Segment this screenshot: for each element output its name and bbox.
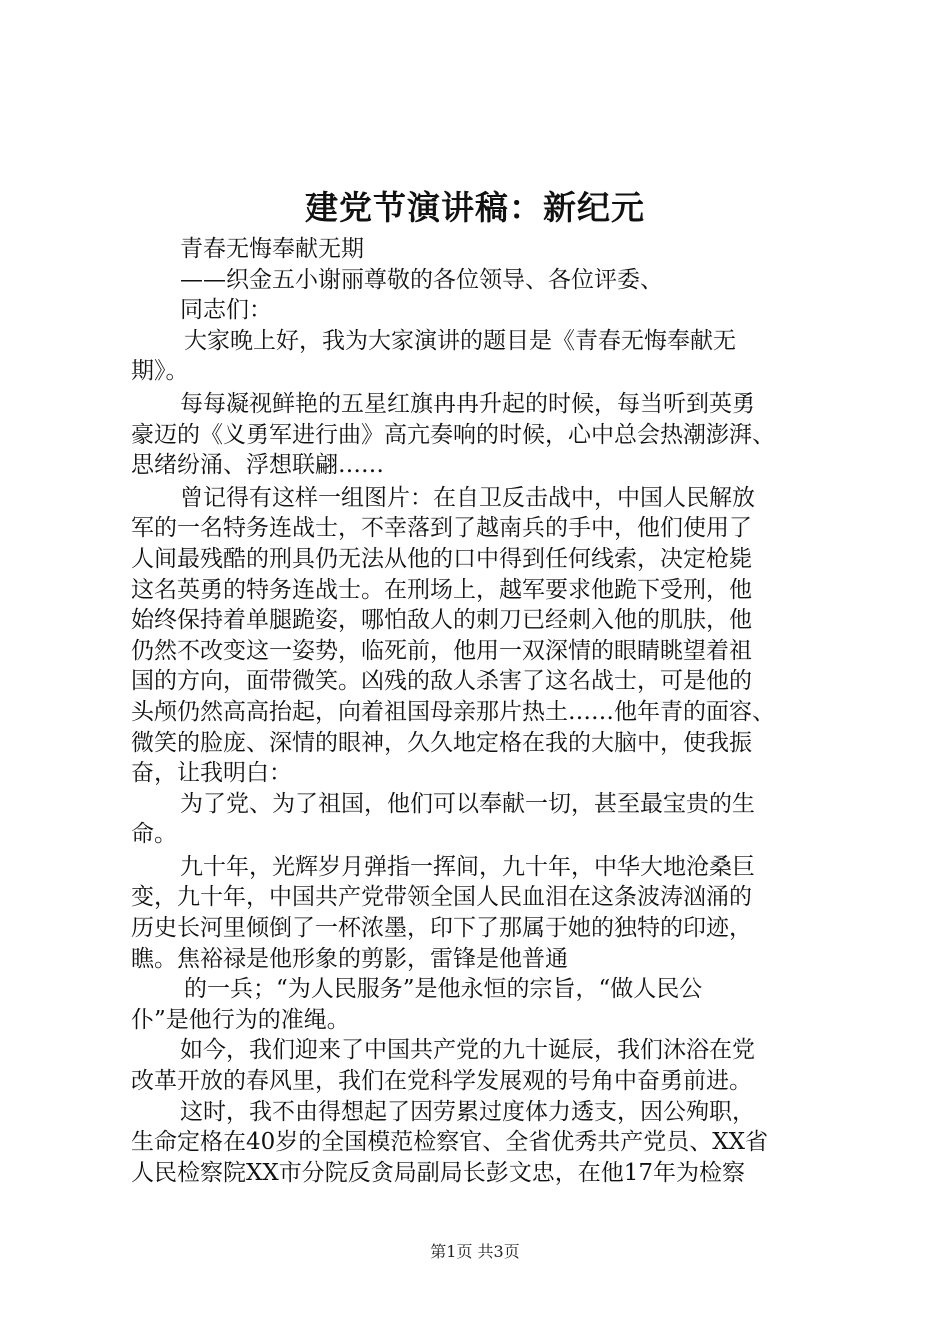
paragraph-line: 瞧。焦裕禄是他形象的剪影，雷锋是他普通 <box>131 945 568 972</box>
paragraph-line: 如今，我们迎来了中国共产党的九十诞辰，我们沐浴在党 <box>180 1037 755 1064</box>
paragraph-line: 九十年，光辉岁月弹指一挥间，九十年，中华大地沧桑巨 <box>180 853 755 880</box>
page-number: 第1页 共3页 <box>430 1242 520 1261</box>
document-body <box>131 234 831 1188</box>
paragraph-line: 仆”是他行为的准绳。 <box>131 1006 350 1033</box>
paragraph-line: 期》。 <box>131 358 189 385</box>
paragraph-line: 思绪纷涌、浮想联翩…… <box>131 452 384 479</box>
paragraph-line: 每每凝视鲜艳的五星红旗冉冉升起的时候，每当听到英勇 <box>180 390 755 417</box>
salutation-line: 同志们： <box>180 297 272 324</box>
paragraph-line: 变，九十年，中国共产党带领全国人民血泪在这条波涛汹涌的 <box>131 884 752 911</box>
paragraph-line: 命。 <box>131 821 177 848</box>
author-salutation-line: ——织金五小谢丽尊敬的各位领导、各位评委、 <box>180 266 663 293</box>
paragraph-line: 人民检察院XX市分院反贪局副局长彭文忠，在他17年为检察 <box>131 1159 746 1186</box>
paragraph-line: 生命定格在40岁的全国模范检察官、全省优秀共产党员、XX省 <box>131 1129 769 1156</box>
paragraph-line: 历史长河里倾倒了一杯浓墨，印下了那属于她的独特的印迹， <box>131 915 752 942</box>
paragraph-line: 曾记得有这样一组图片：在自卫反击战中，中国人民解放 <box>180 484 755 511</box>
paragraph-line: 人间最残酷的刑具仍无法从他的口中得到任何线索，决定枪毙 <box>131 545 752 572</box>
paragraph-line: 的一兵；“为人民服务”是他永恒的宗旨，“做人民公 <box>184 976 703 1003</box>
paragraph-line: 始终保持着单腿跪姿，哪怕敌人的刺刀已经刺入他的肌肤，他 <box>131 607 752 634</box>
paragraph-line: 奋，让我明白： <box>131 760 292 787</box>
paragraph-line: 改革开放的春风里，我们在党科学发展观的号角中奋勇前进。 <box>131 1068 752 1095</box>
subtitle-line: 青春无悔奉献无期 <box>180 236 364 262</box>
paragraph-line: 为了党、为了祖国，他们可以奉献一切，甚至最宝贵的生 <box>180 790 755 817</box>
paragraph-line: 头颅仍然高高抬起，向着祖国母亲那片热土……他年青的面容、 <box>131 698 775 725</box>
paragraph-line: 大家晚上好，我为大家演讲的题目是《青春无悔奉献无 <box>184 327 736 354</box>
paragraph-line: 豪迈的《义勇军进行曲》高亢奏响的时候，心中总会热潮澎湃、 <box>131 421 775 448</box>
paragraph-line: 仍然不改变这一姿势，临死前，他用一双深情的眼睛眺望着祖 <box>131 637 752 664</box>
document-title: 建党节演讲稿：新纪元 <box>305 188 645 227</box>
paragraph-line: 这名英勇的特务连战士。在刑场上，越军要求他跪下受刑，他 <box>131 576 752 603</box>
paragraph-line: 军的一名特务连战士，不幸落到了越南兵的手中，他们使用了 <box>131 515 752 542</box>
paragraph-line: 这时，我不由得想起了因劳累过度体力透支，因公殉职， <box>180 1098 755 1125</box>
paragraph-line: 国的方向，面带微笑。凶残的敌人杀害了这名战士，可是他的 <box>131 668 752 695</box>
paragraph-line: 微笑的脸庞、深情的眼神，久久地定格在我的大脑中，使我振 <box>131 729 752 756</box>
